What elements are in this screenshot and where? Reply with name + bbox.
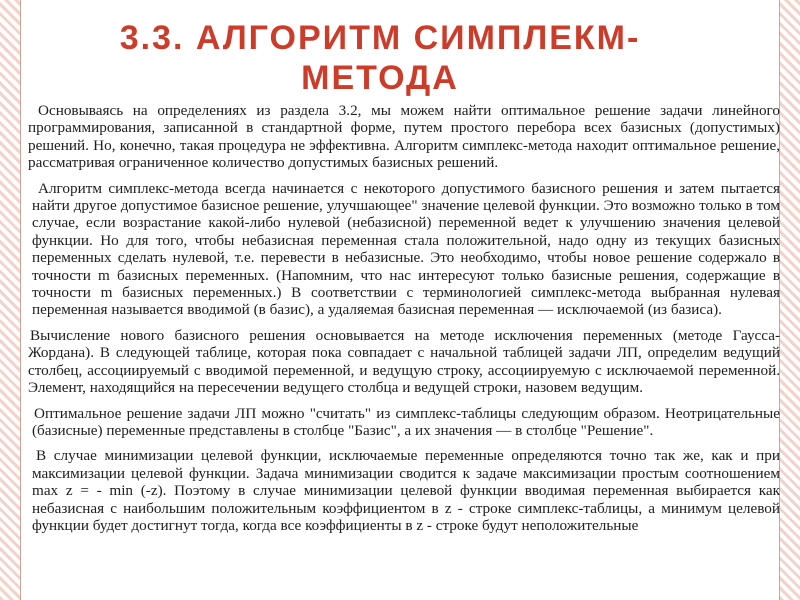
left-frame-line [20, 0, 21, 600]
right-decorative-stripe [780, 0, 800, 600]
slide-title: 3.3. АЛГОРИТМ СИМПЛЕКМ-МЕТОДА [119, 19, 641, 97]
paragraph-2: Алгоритм симплекс-метода всегда начинается с некоторого допустимого базисного решения и затем пытается найти другое допустимое базисное решение, улучшающее" значение целевой функции. Это возможно только в том случае, если возрастание какой-либо нулевой (небазисной) переменной ведет к улучшению значения целевой функции. Но для того, чтобы небазисная переменная стала положительной, надо одну из текущих базисных переменных сделать нулевой, т.е. перевести в небазисные. Это необходимо, чтобы новое решение содержало в точности m базисных переменных. (Напомним, что нас интересуют только базисные решения, содержащие в точности m базисных переменных.) В соответствии с терминологией симплекс-метода выбранная нулевая переменная называется вводимой (в базис), а удаляемая базисная переменная — исключаемой (из базиса). [32, 179, 780, 319]
paragraph-1: Основываясь на определениях из раздела 3.2, мы можем найти оптимальное решение задачи линейного программирования, записанной в стандартной форме, путем простого перебора всех базисных (допустимых) решений. Но, конечно, такая процедура не эффективна. Алгоритм симплекс-метода находит оптимальное решение, рассматривая ограниченное количество допустимых базисных решений. [28, 102, 780, 172]
slide-body [28, 102, 780, 542]
left-decorative-stripe [0, 0, 20, 600]
paragraph-5: В случае минимизации целевой функции, исключаемые переменные определяются точно так же, как и при максимизации целевой функции. Задача минимизации сводится к задаче максимизации простым соотношением max z = - min (-z). Поэтому в случае минимизации целевой функции вводимая переменная выбирается как небазисная с наибольшим положительным коэффициентом в z - строке симплекс-таблицы, а минимум целевой функции будет достигнут тогда, когда все коэффициенты в z - строке будут неположительные [32, 447, 780, 534]
paragraph-3: Вычисление нового базисного решения основывается на методе исключения переменных (методе Гаусса-Жордана). В следующей таблице, которая пока совпадает с начальной таблицей задачи ЛП, определим ведущий столбец, ассоциируемый с вводимой переменной, и ведущую строку, ассоциируемую с исключаемой переменной. Элемент, находящийся на пересечении ведущего столбца и ведущей строки, назовем ведущим. [28, 326, 780, 397]
paragraph-4: Оптимальное решение задачи ЛП можно "считать" из симплекс-таблицы следующим образом. Неотрицательные (базисные) переменные представлены в столбце "Базис", а их значения — в столбце "Решение". [32, 404, 780, 439]
